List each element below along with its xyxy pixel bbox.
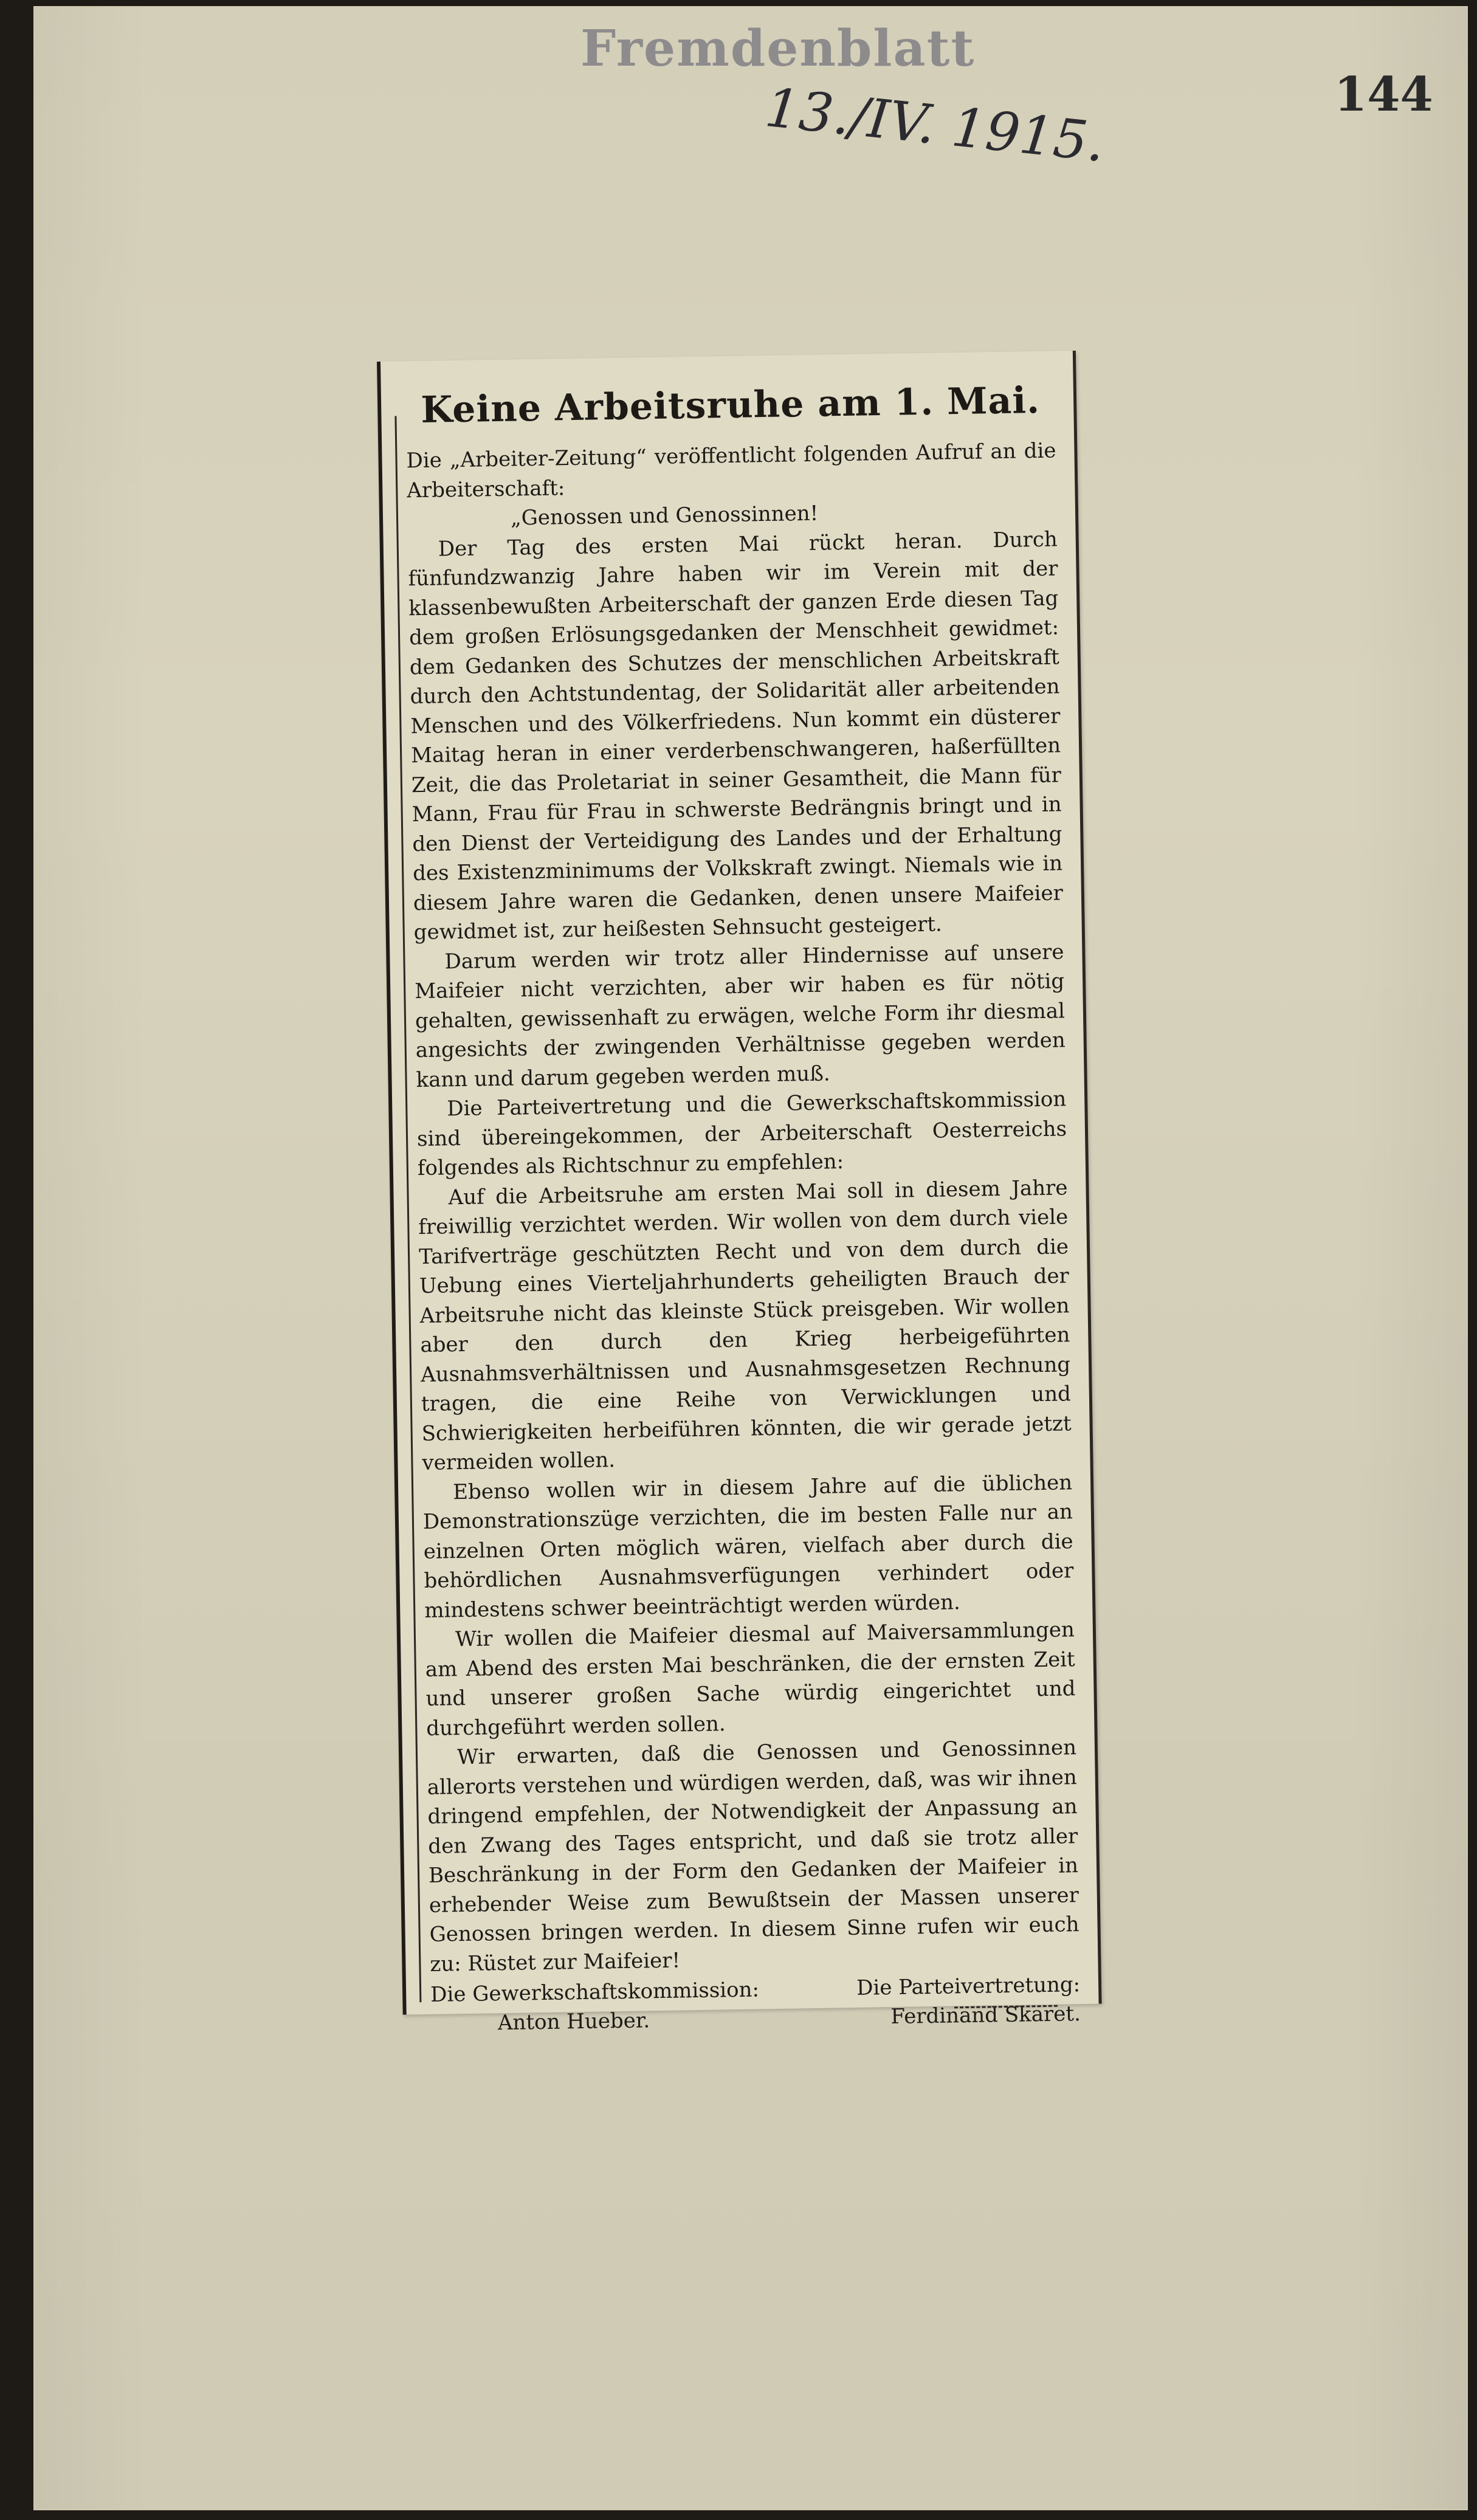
signature-left-title: Die Gewerkschaftskommission: <box>430 1977 760 2007</box>
signature-block <box>430 1970 1081 2039</box>
signature-right-title: Die Parteivertretung: <box>856 1972 1081 2000</box>
signature-left <box>430 1975 760 2038</box>
page-number: 144 <box>1334 67 1433 122</box>
article-headline: Keine Arbeitsruhe am 1. Mai. <box>420 379 1041 432</box>
signature-left-name: Anton Hueber. <box>497 2008 650 2036</box>
article-paragraph: Wir wollen die Maifeier diesmal auf Maiversammlungen am Abend des ersten Mai beschränken, die der ernsten Zeit und unserer großen Sache würdig eingerichtet und durchgeführt werden sollen. <box>425 1617 1076 1741</box>
newspaper-clipping <box>377 351 1102 2036</box>
signature-right-name: Ferdinand Skaret. <box>890 2002 1081 2029</box>
newspaper-stamp: Fremdenblatt <box>580 19 976 78</box>
handwritten-date: 13./IV. 1915. <box>762 76 1108 174</box>
article-paragraph: Die Parteivertretung und die Gewerkschaftskommission sind übereingekommen, der Arbeiterschaft Oesterreichs folgendes als Richtschnur zu empfehlen: <box>416 1087 1067 1181</box>
article-paragraph: Darum werden wir trotz aller Hindernisse auf unsere Maifeier nicht verzichten, aber wir haben es für nötig gehalten, gewissenhaft zu erwägen, welche Form ihr diesmal angesichts der zwingenden Verhältnisse gegeben werden kann und darum gegeben werden muß. <box>414 939 1066 1092</box>
article-body <box>406 436 1079 1978</box>
article-paragraph: Auf die Arbeitsruhe am ersten Mai soll in diesem Jahre freiwillig verzichtet werden. Wir wollen von dem durch viele Tarifverträge geschützten Recht und von dem durch die Uebung eines Vierteljahrhunderts geheiligten Brauch der Arbeitsruhe nicht das kleinste Stück preisgeben. Wir wollen aber den durch den Krieg herbeigeführten Ausnahmsverhältnissen und Ausnahmsgesetzen Rechnung tragen, die eine Reihe von Verwicklungen und Schwierigkeiten herbeiführen könnten, die wir gerade jetzt vermeiden wollen. <box>418 1175 1072 1476</box>
signature-right <box>856 1970 1081 2032</box>
clipping-cut-marks <box>954 2005 1058 2015</box>
article-intro: Die „Arbeiter-Zeitung“ veröffentlicht folgenden Aufruf an die Arbeiterschaft: <box>406 438 1056 503</box>
article-paragraph: Ebenso wollen wir in diesem Jahre auf die üblichen Demonstrationszüge verzichten, die im besten Falle nur an einzelnen Orten möglich wären, vielfach aber durch die behördlichen Ausnahmsverfügungen verhindert oder mindestens schwer beeinträchtigt werden würden. <box>422 1470 1074 1623</box>
article-paragraph: Der Tag des ersten Mai rückt heran. Durch fünfundzwanzig Jahre haben wir im Verein mit der klassenbewußten Arbeiterschaft der ganzen Erde diesen Tag dem großen Erlösungsgedanken der Menschheit gewidmet: dem Gedanken des Schutzes der menschlichen Arbeitskraft durch den Achtstundentag, der Solidarität aller arbeitenden Menschen und des Völkerfriedens. Nun kommt ein düsterer Maitag heran in einer verderbenschwangeren, haßerfüllten Zeit, die das Proletariat in seiner Gesamtheit, die Mann für Mann, Frau für Frau in schwerste Bedrängnis bringt und in den Dienst der Verteidigung des Landes und der Erhaltung des Existenzminimums der Volkskraft zwingt. Niemals wie in diesem Jahre waren die Gedanken, denen unsere Maifeier gewidmet ist, zur heißesten Sehnsucht gesteigert. <box>408 526 1064 945</box>
article-paragraph: Wir erwarten, daß die Genossen und Genossinnen allerorts verstehen und würdigen werden, daß, was wir ihnen dringend empfehlen, der Notwendigkeit der Anpassung an den Zwang des Tages entspricht, und daß sie trotz aller Beschränkung in der Form den Gedanken der Maifeier in erhebender Weise zum Bewußtsein der Massen unserer Genossen bringen werden. In diesem Sinne rufen wir euch zu: Rüstet zur Maifeier! <box>427 1735 1079 1977</box>
article-salutation: „Genossen und Genossinnen! <box>510 501 819 531</box>
